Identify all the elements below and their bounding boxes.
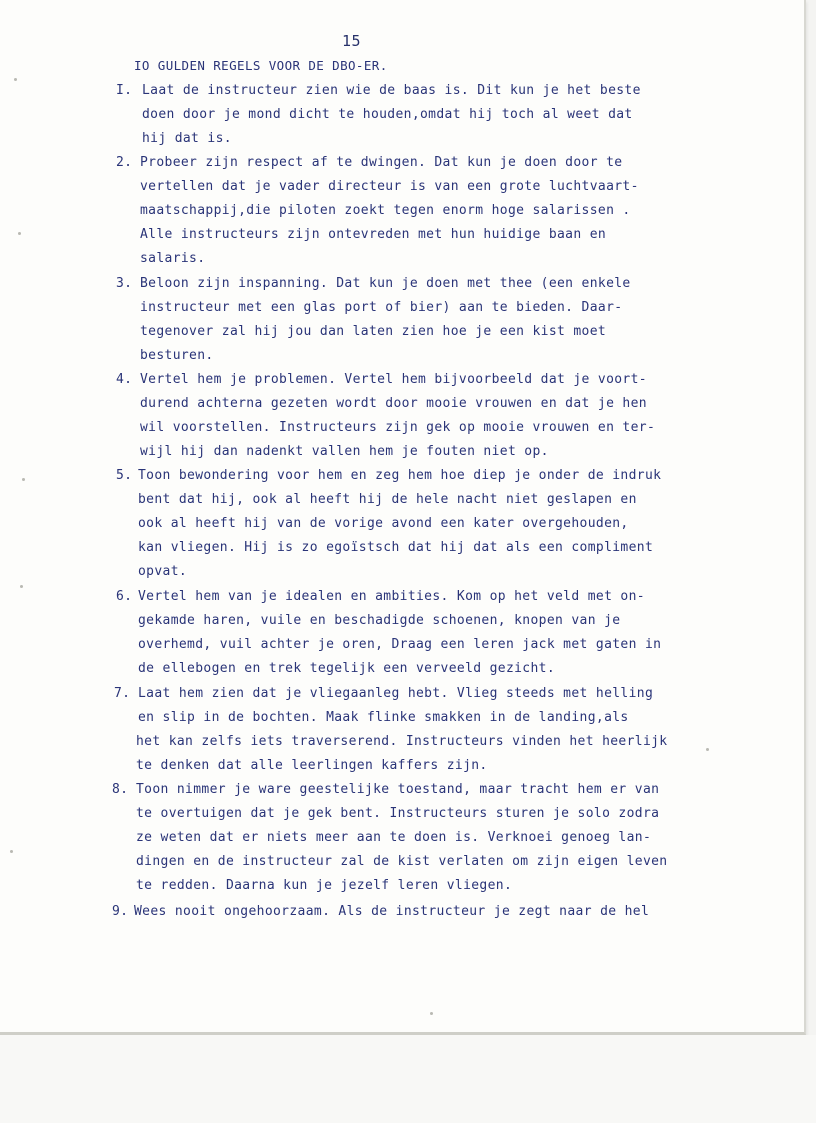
rule-line: Laat de instructeur zien wie de baas is. Dit kun je het beste [142, 83, 641, 98]
rule-line: het kan zelfs iets traverserend. Instructeurs vinden het heerlijk [136, 734, 668, 749]
rule-line: Toon nimmer je ware geestelijke toestand, maar tracht hem er van [136, 782, 660, 797]
rule-line: tegenover zal hij jou dan laten zien hoe je een kist moet [140, 324, 607, 339]
rule-line: opvat. [138, 564, 188, 579]
rule-number: 9. [112, 904, 129, 919]
rule-number: I. [116, 83, 133, 98]
rule-line: durend achterna gezeten wordt door mooie vrouwen en dat je hen [140, 396, 647, 411]
rule-line: Beloon zijn inspanning. Dat kun je doen met thee (een enkele [140, 276, 631, 291]
scan-speck [14, 78, 17, 81]
rule-line: Wees nooit ongehoorzaam. Als de instructeur je zegt naar de hel [134, 904, 650, 919]
rule-number: 7. [114, 686, 131, 701]
rule-line: wil voorstellen. Instructeurs zijn gek op mooie vrouwen en ter- [140, 420, 656, 435]
scan-speck [22, 478, 25, 481]
document-title: IO GULDEN REGELS VOOR DE DBO-ER. [134, 58, 388, 73]
rule-line: Laat hem zien dat je vliegaanleg hebt. Vlieg steeds met helling [138, 686, 654, 701]
rule-line: besturen. [140, 348, 214, 363]
scan-speck [430, 1012, 433, 1015]
rule-number: 2. [116, 155, 133, 170]
rule-line: ook al heeft hij van de vorige avond een kater overgehouden, [138, 516, 629, 531]
rule-line: Vertel hem van je idealen en ambities. Kom op het veld met on- [138, 589, 645, 604]
rule-line: Alle instructeurs zijn ontevreden met hun huidige baan en [140, 227, 607, 242]
rule-line: de ellebogen en trek tegelijk een verveeld gezicht. [138, 661, 556, 676]
rule-line: te redden. Daarna kun je jezelf leren vliegen. [136, 878, 513, 893]
rule-line: instructeur met een glas port of bier) aan te bieden. Daar- [140, 300, 623, 315]
scan-speck [20, 585, 23, 588]
page-number: 15 [342, 32, 362, 50]
rule-line: ze weten dat er niets meer aan te doen is. Verknoei genoeg lan- [136, 830, 652, 845]
rule-line: kan vliegen. Hij is zo egoïstsch dat hij dat als een compliment [138, 540, 654, 555]
rule-line: te denken dat alle leerlingen kaffers zijn. [136, 758, 488, 773]
scan-speck [18, 232, 21, 235]
rule-line: bent dat hij, ook al heeft hij de hele nacht niet geslapen en [138, 492, 637, 507]
rule-line: overhemd, vuil achter je oren, Draag een leren jack met gaten in [138, 637, 662, 652]
scan-background [0, 1035, 816, 1123]
rule-line: Probeer zijn respect af te dwingen. Dat kun je doen door te [140, 155, 623, 170]
rule-line: Vertel hem je problemen. Vertel hem bijvoorbeeld dat je voort- [140, 372, 647, 387]
rule-line: doen door je mond dicht te houden,omdat hij toch al weet dat [142, 107, 633, 122]
rule-number: 8. [112, 782, 129, 797]
rule-line: salaris. [140, 251, 206, 266]
rule-line: vertellen dat je vader directeur is van een grote luchtvaart- [140, 179, 639, 194]
rule-line: gekamde haren, vuile en beschadigde schoenen, knopen van je [138, 613, 621, 628]
rule-number: 5. [116, 468, 133, 483]
rule-number: 3. [116, 276, 133, 291]
rule-line: wijl hij dan nadenkt vallen hem je fouten niet op. [140, 444, 549, 459]
scan-speck [706, 748, 709, 751]
rule-line: te overtuigen dat je gek bent. Instructeurs sturen je solo zodra [136, 806, 660, 821]
scan-speck [10, 850, 13, 853]
rule-number: 6. [116, 589, 133, 604]
rule-line: hij dat is. [142, 131, 232, 146]
rule-line: maatschappij,die piloten zoekt tegen enorm hoge salarissen . [140, 203, 631, 218]
rule-line: Toon bewondering voor hem en zeg hem hoe diep je onder de indruk [138, 468, 662, 483]
rule-number: 4. [116, 372, 133, 387]
rule-line: dingen en de instructeur zal de kist verlaten om zijn eigen leven [136, 854, 668, 869]
rule-line: en slip in de bochten. Maak flinke smakken in de landing,als [138, 710, 629, 725]
